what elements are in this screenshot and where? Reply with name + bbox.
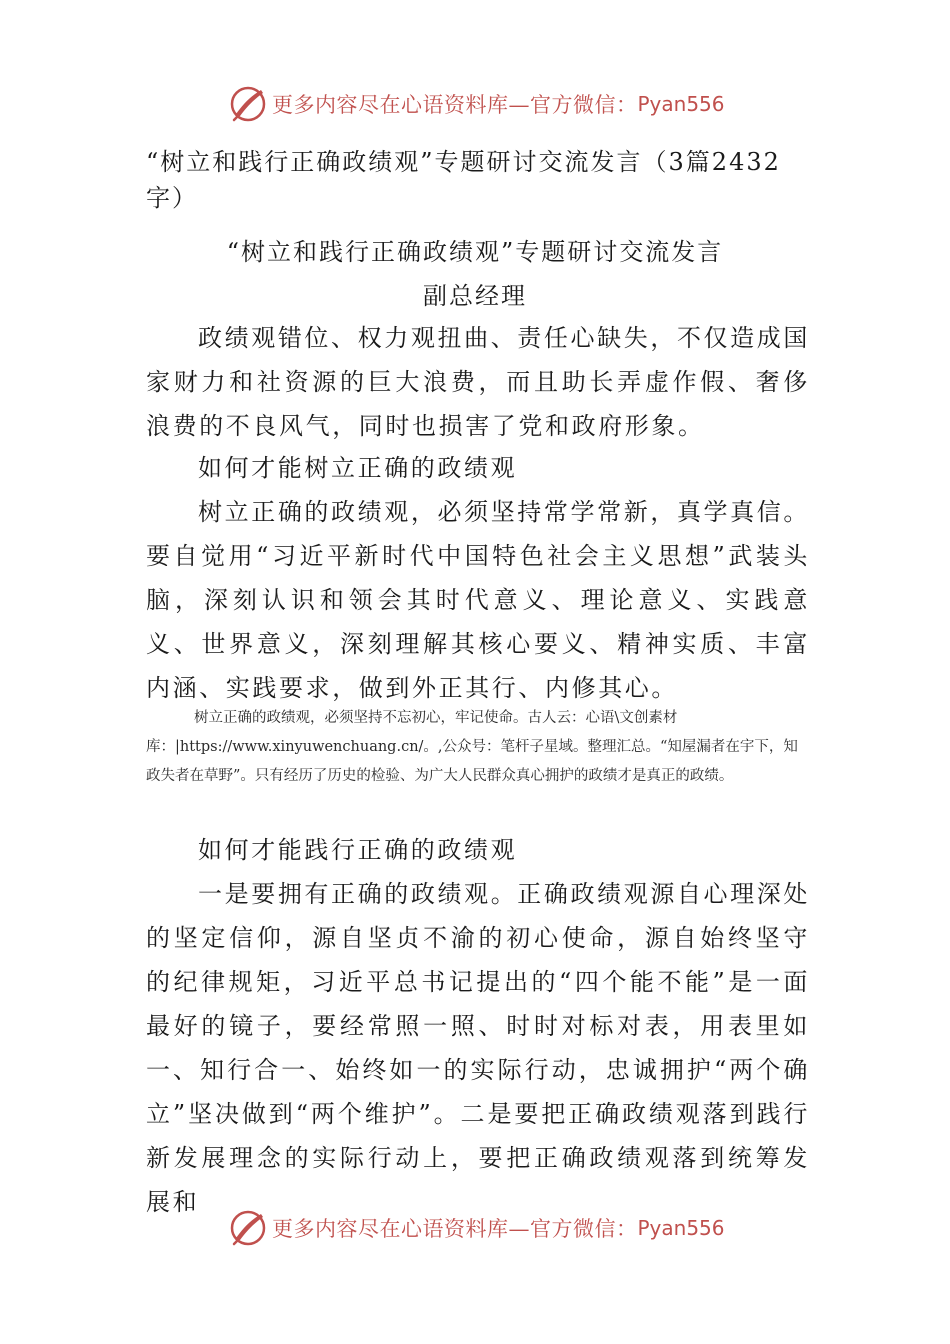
footer-banner <box>228 1208 725 1248</box>
paragraph-1: 政绩观错位、权力观扭曲、责任心缺失，不仅造成国家财力和社资源的巨大浪费，而且助长弄虚作假、奢侈浪费的不良风气，同时也损害了党和政府形象。 <box>146 324 810 440</box>
section-heading-2: 如何才能践行正确的政绩观 <box>198 836 518 864</box>
banner-text: 更多内容尽在心语资料库—官方微信： <box>272 93 638 117</box>
pen-nib-logo-icon <box>228 84 268 124</box>
banner-wechat-id: Pyan556 <box>637 92 725 116</box>
section-heading-1: 如何才能树立正确的政绩观 <box>198 454 518 482</box>
banner-wechat-id: Pyan556 <box>637 1216 725 1240</box>
banner-text: 更多内容尽在心语资料库—官方微信： <box>272 1217 638 1241</box>
header-banner <box>228 84 725 124</box>
paragraph-2: 树立正确的政绩观，必须坚持常学常新，真学真信。要自觉用“习近平新时代中国特色社会主义思想”武装头脑，深刻认识和领会其时代意义、理论意义、实践意义、世界意义，深刻理解其核心要义、精神实质、丰富内涵、实践要求，做到外正其行、内修其心。 <box>146 498 810 702</box>
paragraph-3: 一是要拥有正确的政绩观。正确政绩观源自心理深处的坚定信仰，源自坚贞不渝的初心使命，源自始终坚守的纪律规矩，习近平总书记提出的“四个能不能”是一面最好的镜子，要经常照一照、时时对标对表，用表里如一、知行合一、始终如一的实际行动，忠诚拥护“两个确立”坚决做到“两个维护”。二是要把正确政绩观落到践行新发展理念的实际行动上，要把正确政绩观落到统筹发展和 <box>146 880 810 1216</box>
small-note-paragraph: 树立正确的政绩观，必须坚持不忘初心，牢记使命。古人云：心语\文创素材库：|https://www.xinyuwenchuang.cn/。,公众号：笔杆子星域。整理汇总。“知屋漏者在宇下，知政失者在草野”。只有经历了历史的检验、为广大人民群众真心拥护的政绩才是真正的政绩。 <box>146 710 798 784</box>
document-author: 副总经理 <box>423 282 527 310</box>
pen-nib-logo-icon <box>228 1208 268 1248</box>
document-title: “树立和践行正确政绩观”专题研讨交流发言（3篇2432字） <box>146 148 781 212</box>
document-subtitle: “树立和践行正确政绩观”专题研讨交流发言 <box>226 238 724 266</box>
